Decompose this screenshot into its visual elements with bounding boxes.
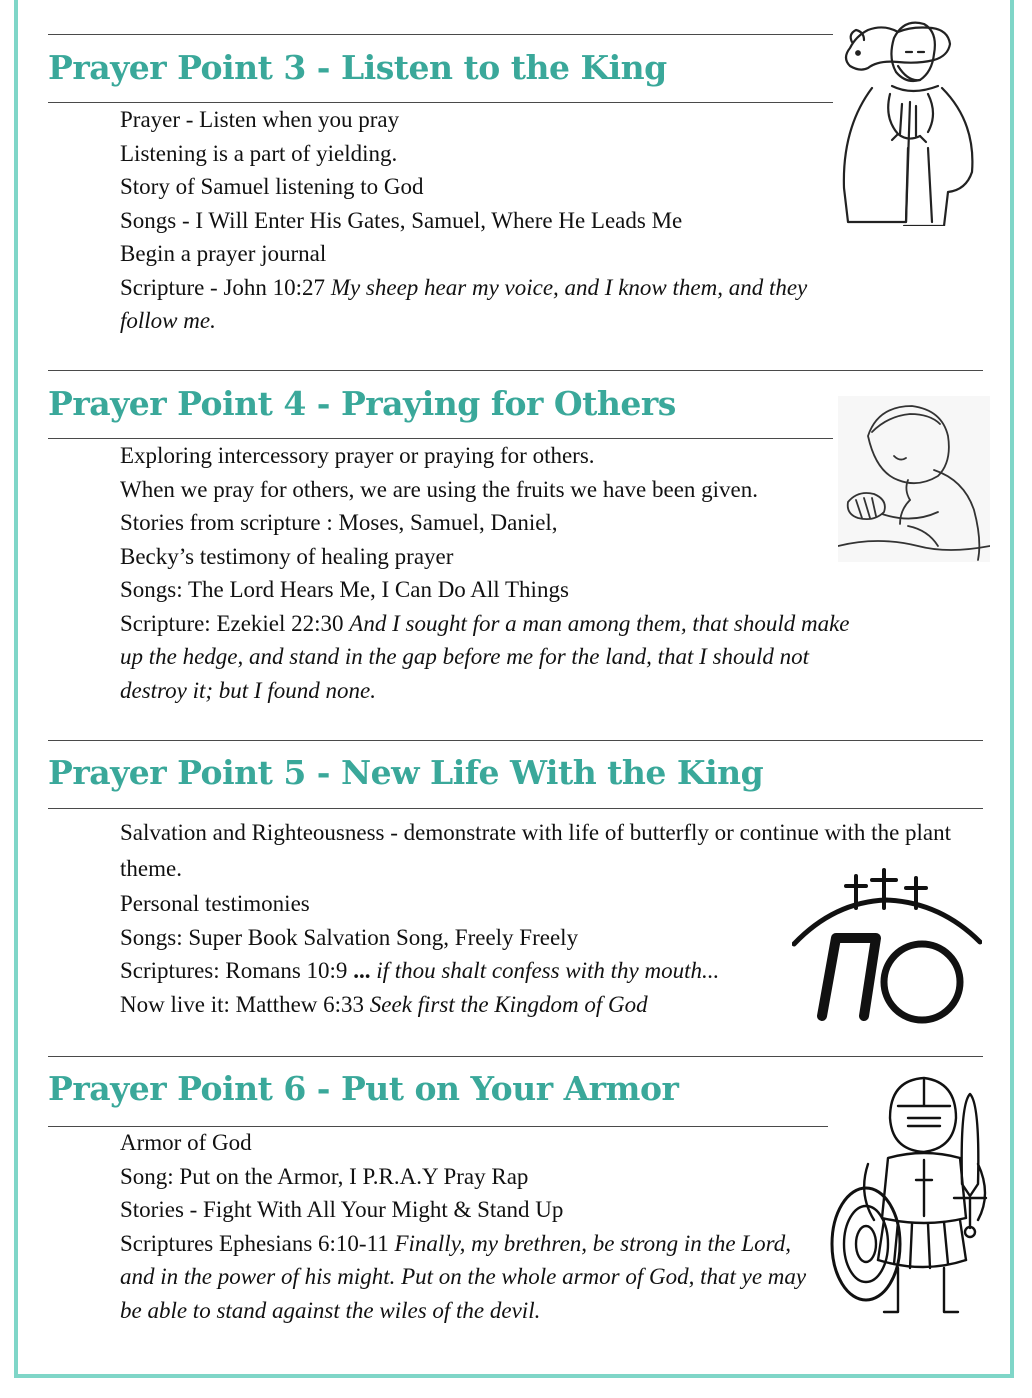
section-3-body bbox=[120, 103, 820, 338]
section-5-line: Salvation and Righteousness - demonstrate with life of butterfly or continue with the plant theme. bbox=[120, 820, 952, 881]
section-4-line: Exploring intercessory prayer or praying for others. bbox=[120, 443, 595, 468]
section-6-scripture bbox=[120, 1227, 810, 1328]
section-6-line: Song: Put on the Armor, I P.R.A.Y Pray Rap bbox=[120, 1163, 529, 1189]
empty-tomb-image bbox=[792, 866, 982, 1026]
section-3-line: Story of Samuel listening to God bbox=[120, 174, 424, 199]
section-4-line: Songs: The Lord Hears Me, I Can Do All Things bbox=[120, 577, 569, 602]
scripture-quote: My sheep hear my voice, and I know them, and they follow me. bbox=[120, 274, 808, 333]
section-4-scripture bbox=[120, 607, 865, 708]
section-5-heading-rule bbox=[48, 808, 983, 809]
section-6-line: Armor of God bbox=[120, 1130, 252, 1155]
section-6-heading: Prayer Point 6 - Put on Your Armor bbox=[48, 1069, 679, 1108]
scripture-reference: Scripture - John 10:27 bbox=[120, 274, 331, 300]
section-4-line: Becky’s testimony of healing prayer bbox=[120, 543, 454, 569]
scripture-quote: if thou shalt confess with thy mouth... bbox=[370, 958, 720, 983]
armored-soldier-image bbox=[828, 1074, 994, 1324]
section-3-line: Songs - I Will Enter His Gates, Samuel, Where He Leads Me bbox=[120, 207, 683, 233]
scripture-reference: Scriptures: Romans 10:9 bbox=[120, 958, 354, 983]
section-3-heading: Prayer Point 3 - Listen to the King bbox=[48, 48, 667, 87]
section-5-line: Personal testimonies bbox=[120, 891, 310, 916]
extra-quote: Seek first the Kingdom of God bbox=[369, 991, 648, 1017]
section-5-heading: Prayer Point 5 - New Life With the King bbox=[48, 753, 764, 792]
section-4-line: Stories from scripture : Moses, Samuel, Daniel, bbox=[120, 510, 558, 535]
section-3-line: Begin a prayer journal bbox=[120, 241, 327, 266]
section-4-heading: Prayer Point 4 - Praying for Others bbox=[48, 384, 676, 423]
extra-reference: Now live it: Matthew 6:33 bbox=[120, 991, 370, 1017]
scripture-quote: Finally, my brethren, be strong in the Lord, and in the power of his might. Put on the whole armor of God, that ye may be able to stand against the wiles of the devil. bbox=[120, 1230, 807, 1323]
section-5-line: Songs: Super Book Salvation Song, Freely Freely bbox=[120, 924, 579, 950]
section-6-line: Stories - Fight With All Your Might & Stand Up bbox=[120, 1197, 564, 1222]
good-shepherd-image bbox=[832, 8, 982, 226]
section-4-line: When we pray for others, we are using the fruits we have been given. bbox=[120, 476, 759, 502]
scripture-quote: And I sought for a man among them, that should make up the hedge, and stand in the gap before me for the land, that I should not destroy it; but I found none. bbox=[120, 610, 850, 703]
section-3-scripture bbox=[120, 271, 820, 338]
section-6-top-rule bbox=[48, 1056, 983, 1057]
section-4-top-rule bbox=[48, 370, 983, 371]
section-6-body bbox=[120, 1126, 810, 1327]
section-3-top-rule bbox=[48, 34, 833, 35]
scripture-ellipsis: ... bbox=[353, 958, 371, 983]
section-3-line: Listening is a part of yielding. bbox=[120, 140, 398, 166]
section-5-top-rule bbox=[48, 740, 983, 741]
section-4-body bbox=[120, 439, 865, 707]
section-3-line: Prayer - Listen when you pray bbox=[120, 107, 400, 132]
scripture-reference: Scripture: Ezekiel 22:30 bbox=[120, 610, 350, 636]
praying-child-image bbox=[838, 396, 990, 562]
scripture-reference: Scriptures Ephesians 6:10-11 bbox=[120, 1230, 395, 1256]
